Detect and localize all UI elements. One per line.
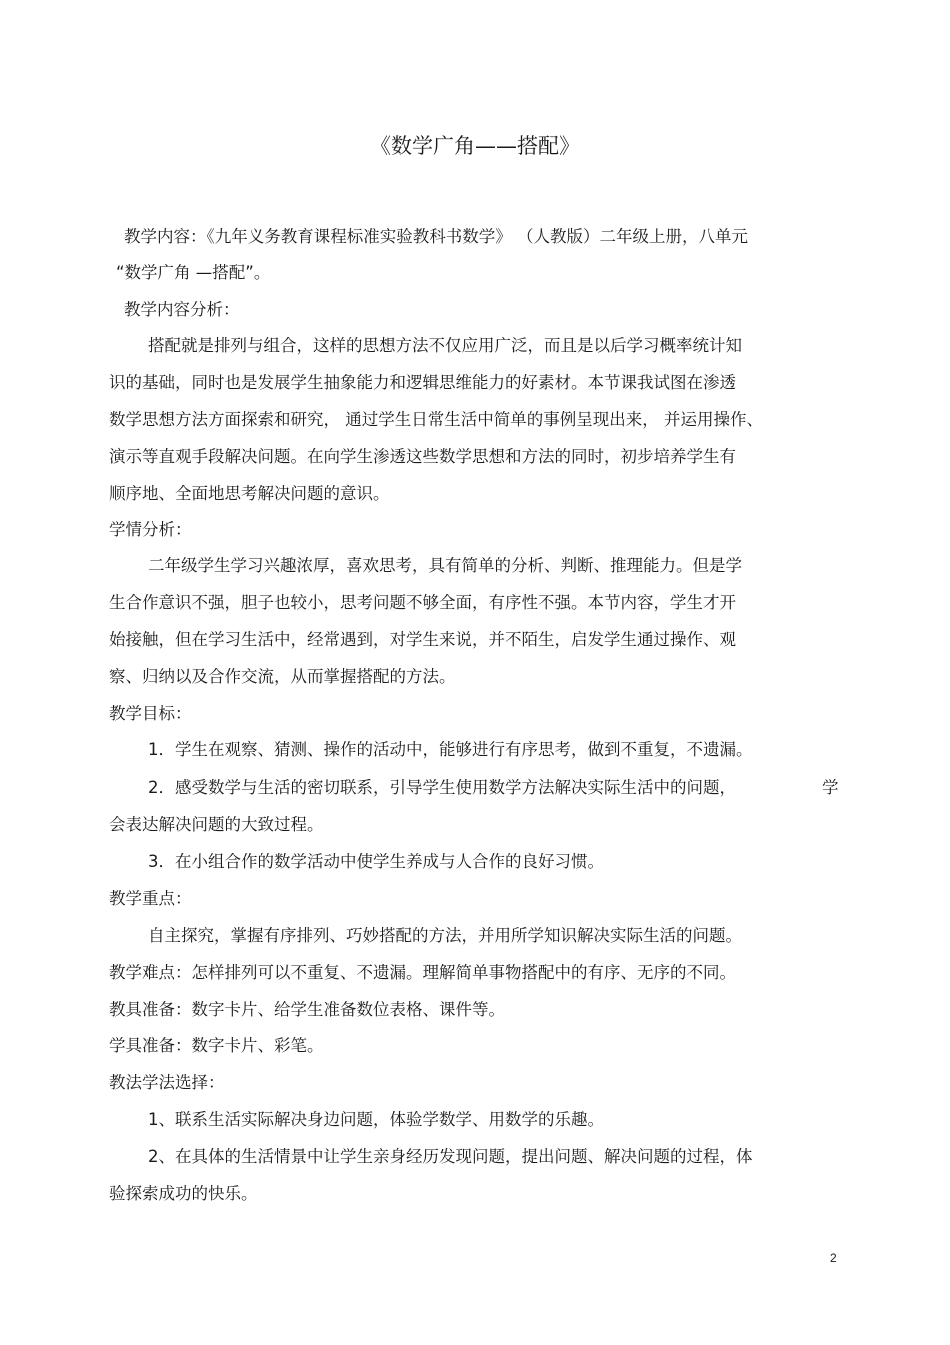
section-line: 教具准备：数字卡片、给学生准备数位表格、课件等。 xyxy=(109,1000,505,1019)
paragraph-line: 搭配就是排列与组合，这样的思想方法不仅应用广泛，而且是以后学习概率统计知 xyxy=(148,336,742,355)
section-line: 教学难点：怎样排列可以不重复、不遗漏。理解简单事物搭配中的有序、无序的不同。 xyxy=(109,963,736,982)
paragraph-line: 二年级学生学习兴趣浓厚，喜欢思考，具有简单的分析、判断、推理能力。但是学 xyxy=(148,556,742,575)
section-heading: 教学重点： xyxy=(109,889,192,908)
paragraph-line: 自主探究，掌握有序排列、巧妙搭配的方法，并用所学知识解决实际生活的问题。 xyxy=(148,926,742,945)
section-heading: 学情分析： xyxy=(109,520,192,539)
method-item: 2、在具体的生活情景中让学生亲身经历发现问题，提出问题、解决问题的过程，体 xyxy=(148,1147,753,1166)
section-heading: 教学目标： xyxy=(109,704,192,723)
goal-item-continuation: 学 xyxy=(822,778,839,797)
section-heading: 教法学法选择： xyxy=(109,1073,225,1092)
content-line: 教学内容：《九年义务教育课程标准实验教科书数学》 （人教版）二年级上册，八单元 xyxy=(124,227,748,246)
section-heading: 教学内容分析： xyxy=(124,300,240,319)
paragraph-line: 察、归纳以及合作交流，从而掌握搭配的方法。 xyxy=(109,667,456,686)
paragraph-line: 始接触，但在学习生活中，经常遇到，对学生来说，并不陌生，启发学生通过操作、观 xyxy=(109,630,736,649)
method-item: 1、联系生活实际解决身边问题，体验学数学、用数学的乐趣。 xyxy=(148,1110,604,1129)
paragraph-line: 数学思想方法方面探索和研究， 通过学生日常生活中简单的事例呈现出来， 并运用操作、 xyxy=(109,410,763,429)
section-line: 学具准备：数字卡片、彩笔。 xyxy=(109,1036,324,1055)
content-line: “数学广角 —搭配”。 xyxy=(116,263,271,282)
paragraph-line: 生合作意识不强，胆子也较小，思考问题不够全面，有序性不强。本节内容，学生才开 xyxy=(109,593,736,612)
page-number: 2 xyxy=(830,1251,837,1265)
goal-item: 3．在小组合作的数学活动中使学生养成与人合作的良好习惯。 xyxy=(148,852,604,871)
goal-item-continuation: 会表达解决问题的大致过程。 xyxy=(109,815,324,834)
document-title: 《数学广角——搭配》 xyxy=(370,134,580,158)
paragraph-line: 演示等直观手段解决问题。在向学生渗透这些数学思想和方法的同时，初步培养学生有 xyxy=(109,447,736,466)
goal-item: 2．感受数学与生活的密切联系，引导学生使用数学方法解决实际生活中的问题， xyxy=(148,778,736,797)
method-item-continuation: 验探索成功的快乐。 xyxy=(109,1184,258,1203)
paragraph-line: 顺序地、全面地思考解决问题的意识。 xyxy=(109,484,390,503)
goal-item: 1．学生在观察、猜测、操作的活动中，能够进行有序思考，做到不重复，不遗漏。 xyxy=(148,740,753,759)
paragraph-line: 识的基础，同时也是发展学生抽象能力和逻辑思维能力的好素材。本节课我试图在渗透 xyxy=(109,373,736,392)
